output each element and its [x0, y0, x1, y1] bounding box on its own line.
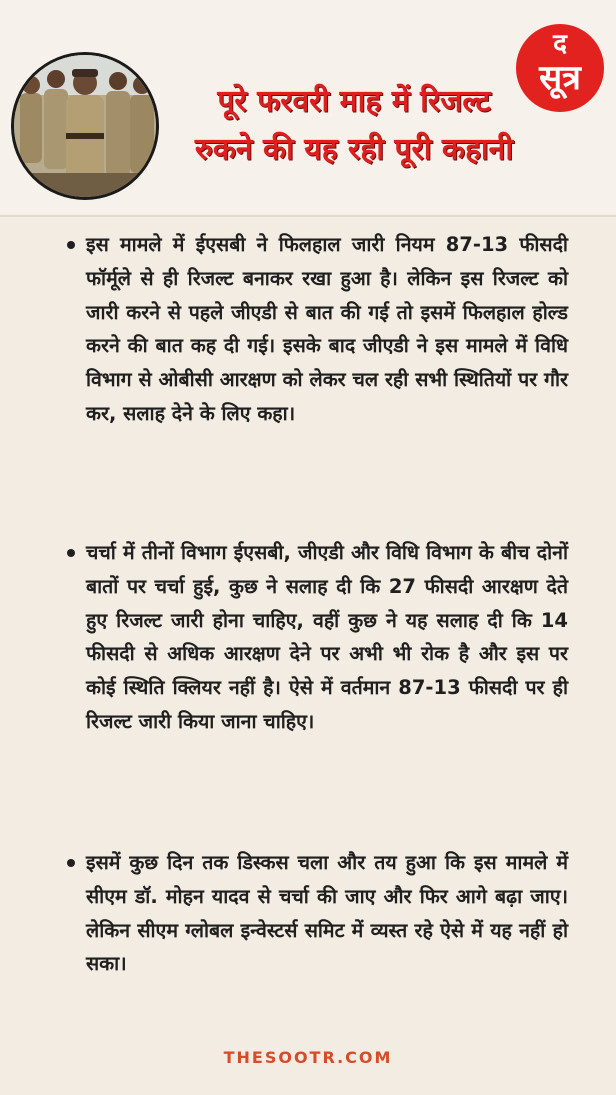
header-banner: [0, 0, 616, 216]
page-title: [160, 78, 548, 174]
bullet-item: [86, 536, 568, 739]
logo-top-text: द: [553, 29, 567, 59]
bullet-item: [86, 846, 568, 981]
police-photo: [11, 52, 159, 200]
website-footer: THESOOTR.COM: [223, 1048, 393, 1067]
bullet-dot-icon: [67, 549, 75, 557]
police-officers-image: [14, 55, 156, 197]
title-line-2: रुकने की यह रही पूरी कहानी: [194, 132, 514, 167]
bullet-text: इस मामले में ईएसबी ने फिलहाल जारी नियम 87-13 फीसदी फॉर्मूले से ही रिजल्ट बनाकर रखा हुआ है। लेकिन इस रिजल्ट को जारी करने से पहले जीएडी से बात की गई तो इसमें फिलहाल होल्ड करने की बात कह दी गई। इसके बाद जीएडी ने इस मामले में विधि विभाग से ओबीसी आरक्षण को लेकर चल रही सभी स्थितियों पर गौर कर, सलाह देने के लिए कहा।: [86, 233, 568, 425]
header-divider: [0, 215, 616, 217]
the-sootr-logo: [516, 24, 604, 112]
bullet-dot-icon: [67, 241, 75, 249]
bullet-dot-icon: [67, 859, 75, 867]
bullet-item: [86, 228, 568, 431]
logo-bottom-text: सूत्र: [539, 58, 581, 98]
bullet-text: इसमें कुछ दिन तक डिस्कस चला और तय हुआ कि इस मामले में सीएम डॉ. मोहन यादव से चर्चा की जाए और फिर आगे बढ़ा जाए। लेकिन सीएम ग्लोबल इन्वेस्टर्स समिट में व्यस्त रहे ऐसे में यह नहीं हो सका।: [86, 851, 568, 976]
bullet-text: चर्चा में तीनों विभाग ईएसबी, जीएडी और विधि विभाग के बीच दोनों बातों पर चर्चा हुई, कुछ ने सलाह दी कि 27 फीसदी आरक्षण देते हुए रिजल्ट जारी होना चाहिए, वहीं कुछ ने यह सलाह दी कि 14 फीसदी से अधिक आरक्षण देने पर अभी भी रोक है और इस पर कोई स्थिति क्लियर नहीं है। ऐसे में वर्तमान 87-13 फीसदी पर ही रिजल्ट जारी किया जाना चाहिए।: [86, 541, 568, 733]
title-line-1: पूरे फरवरी माह में रिजल्ट: [217, 84, 491, 119]
